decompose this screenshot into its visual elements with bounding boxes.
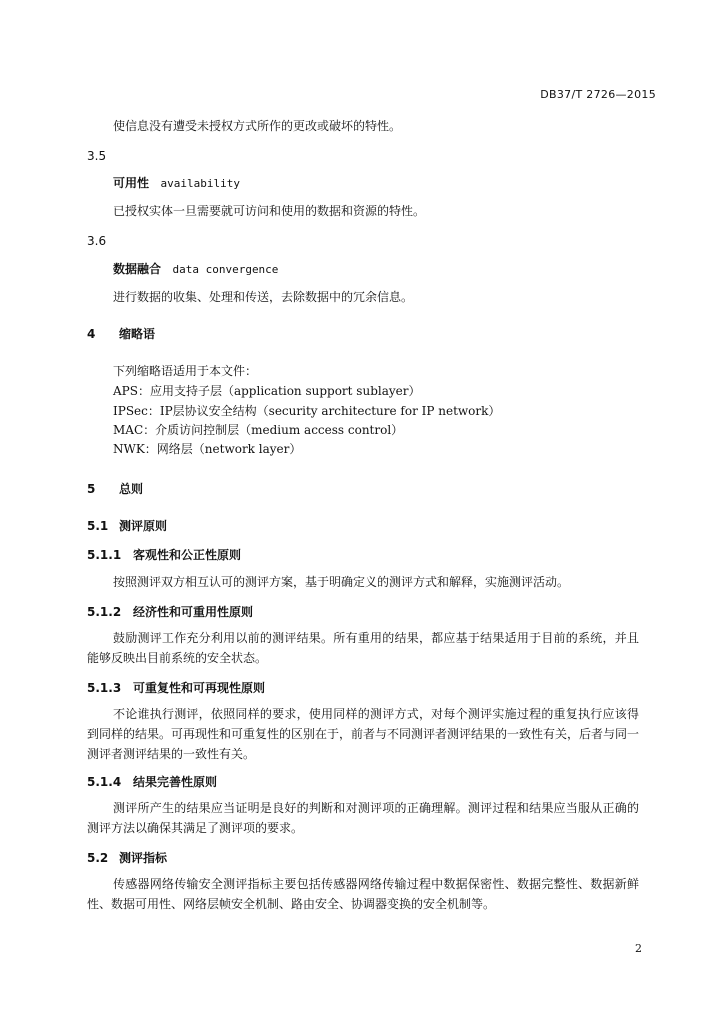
page-number: 2 [635, 942, 642, 955]
clause-heading: 5.1.2 经济性和可重用性原则 [87, 605, 254, 619]
definition-text: 进行数据的收集、处理和传送，去除数据中的冗余信息。 [113, 290, 414, 304]
clause-body: 鼓励测评工作充分利用以前的测评结果。所有重用的结果，都应基于结果适用于目前的系统，并且能够反映出目前系统的安全状态。 [87, 631, 639, 665]
clause-body: 测评所产生的结果应当证明是良好的判断和对测评项的正确理解。测评过程和结果应当服从正确的测评方法以确保其满足了测评项的要求。 [87, 801, 639, 835]
abbrev-item: MAC：介质访问控制层（medium access control） [113, 423, 404, 437]
abbrev-item: APS：应用支持子层（application support sublayer） [113, 384, 421, 398]
clause-heading: 5.1.4 结果完善性原则 [87, 775, 218, 789]
abbrev-item: NWK：网络层（network layer） [113, 442, 302, 456]
term-en: availability [160, 177, 240, 190]
term-zh: 数据融合 [113, 262, 162, 276]
term-entry [113, 259, 278, 280]
subsection-heading: 5.1 测评原则 [87, 519, 168, 533]
definition-text: 已授权实体一旦需要就可访问和使用的数据和资源的特性。 [113, 204, 426, 218]
abbrev-intro: 下列缩略语适用于本文件： [113, 364, 258, 378]
clause-heading: 5.1.3 可重复性和可再现性原则 [87, 681, 266, 695]
abbrev-item: IPSec：IP层协议安全结构（security architecture for IP network） [113, 404, 501, 418]
term-zh: 可用性 [113, 176, 150, 190]
section-heading: 5 总则 [87, 482, 144, 496]
definition-text: 使信息没有遭受未授权方式所作的更改或破坏的特性。 [113, 119, 402, 133]
term-entry [113, 173, 240, 194]
section-heading: 4 缩略语 [87, 327, 156, 341]
subsection-heading: 5.2 测评指标 [87, 851, 168, 865]
clause-body: 不论谁执行测评，依照同样的要求，使用同样的测评方式，对每个测评实施过程的重复执行应该得到同样的结果。可再现性和可重复性的区别在于，前者与不同测评者测评结果的一致性有关，后者与同一测评者测评结果的一致性有关。 [87, 707, 640, 761]
document-code: DB37/T 2726—2015 [540, 88, 656, 101]
clause-heading: 5.1.1 客观性和公正性原则 [87, 548, 242, 562]
term-en: data convergence [172, 263, 279, 276]
term-number: 3.6 [87, 234, 107, 248]
clause-body: 按照测评双方相互认可的测评方案，基于明确定义的测评方式和解释，实施测评活动。 [113, 575, 570, 589]
term-number: 3.5 [87, 149, 107, 163]
clause-body: 传感器网络传输安全测评指标主要包括传感器网络传输过程中数据保密性、数据完整性、数据新鲜性、数据可用性、网络层帧安全机制、路由安全、协调器变换的安全机制等。 [87, 877, 639, 911]
